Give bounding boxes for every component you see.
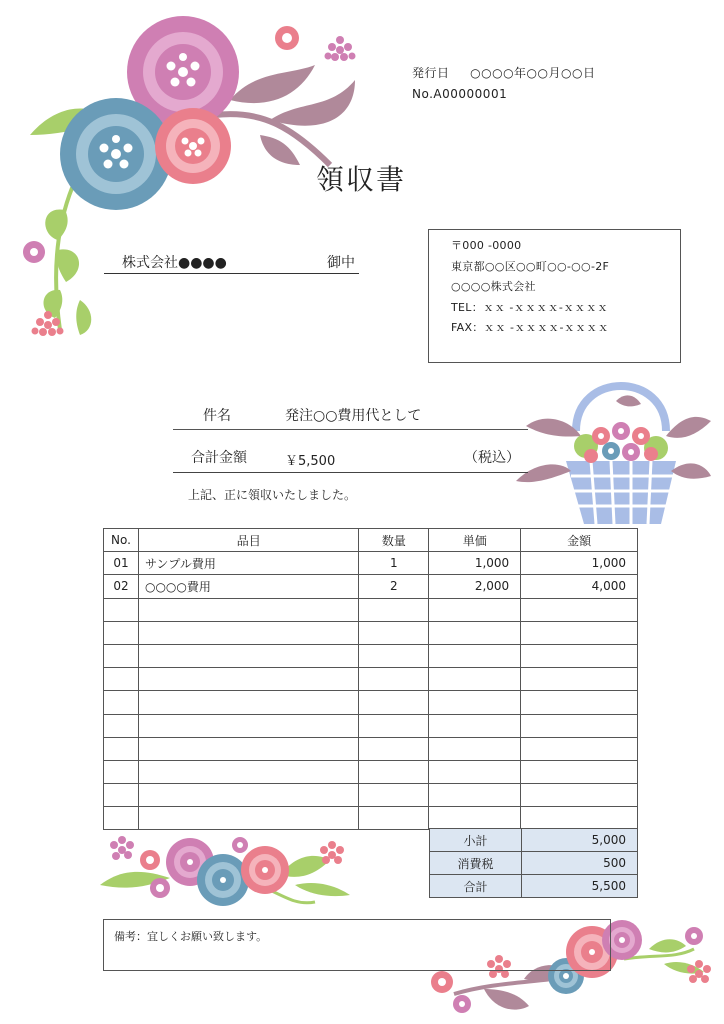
table-row-empty	[104, 737, 638, 760]
table-row-empty	[104, 668, 638, 691]
header-no: No.	[104, 529, 139, 552]
table-row-empty	[104, 714, 638, 737]
table-row-empty	[104, 807, 638, 830]
issuer-address: 東京都○○区○○町○○-○○-2F	[451, 259, 610, 273]
tax-value: 500	[522, 852, 638, 875]
total-amount-row	[173, 443, 528, 473]
issuer-info-box	[428, 229, 681, 363]
row-qty: 1	[359, 552, 429, 575]
subject-value: 発注○○費用代として	[285, 408, 422, 424]
issuer-fax: FAX：ｘｘ -ｘｘｘｘ-ｘｘｘｘ	[451, 321, 609, 334]
items-table	[103, 528, 638, 830]
table-row-empty	[104, 784, 638, 807]
row-unit-price: 2,000	[429, 575, 521, 598]
row-item: ○○○○費用	[138, 575, 358, 598]
issue-date-value: ○○○○年○○月○○日	[470, 66, 596, 80]
subtotal-row	[430, 829, 638, 852]
receipt-confirmation: 上記、正に領収いたしました。	[188, 488, 357, 502]
header-item: 品目	[138, 529, 358, 552]
row-amount: 4,000	[521, 575, 638, 598]
remarks-text: 備考：宜しくお願い致します。	[114, 930, 268, 943]
client-name: 株式会社●●●●	[122, 255, 227, 271]
receipt-number: No.A00000001	[412, 87, 508, 101]
row-item: サンプル費用	[138, 552, 358, 575]
tax-label: 消費税	[430, 852, 522, 875]
table-row-empty	[104, 644, 638, 667]
subtotal-value: 5,000	[522, 829, 638, 852]
items-table-header	[104, 529, 638, 552]
header-unit-price: 単価	[429, 529, 521, 552]
table-row	[104, 552, 638, 575]
header-qty: 数量	[359, 529, 429, 552]
table-row-empty	[104, 691, 638, 714]
table-row	[104, 575, 638, 598]
total-amount-value: ￥5,500	[285, 454, 336, 469]
header-amount: 金額	[521, 529, 638, 552]
document-title: 領収書	[316, 163, 407, 196]
remarks-box	[103, 919, 611, 971]
issuer-tel: TEL：ｘｘ -ｘｘｘｘ-ｘｘｘｘ	[451, 300, 609, 314]
row-no: 02	[104, 575, 139, 598]
total-amount-label: 合計金額	[191, 450, 247, 466]
row-unit-price: 1,000	[429, 552, 521, 575]
client-honorific: 御中	[327, 255, 355, 271]
tax-row	[430, 852, 638, 875]
row-no: 01	[104, 552, 139, 575]
issuer-postal-code: 〒000 -0000	[451, 239, 522, 252]
table-row-empty	[104, 621, 638, 644]
grand-total-label: 合計	[430, 875, 522, 898]
issuer-company: ○○○○株式会社	[451, 280, 536, 293]
row-amount: 1,000	[521, 552, 638, 575]
issue-date-label: 発行日	[412, 66, 450, 80]
issue-date-row	[412, 64, 595, 81]
row-qty: 2	[359, 575, 429, 598]
tax-included-note: （税込）	[464, 450, 520, 466]
client-name-line	[104, 250, 359, 274]
flower-basket-decoration	[516, 376, 716, 526]
table-row-empty	[104, 598, 638, 621]
subject-label: 件名	[203, 408, 231, 424]
table-row-empty	[104, 760, 638, 783]
subtotal-label: 小計	[430, 829, 522, 852]
flower-decoration-bottom-left	[100, 830, 370, 910]
subject-row	[173, 400, 528, 430]
grand-total-value: 5,500	[522, 875, 638, 898]
totals-table	[429, 828, 638, 898]
grand-total-row	[430, 875, 638, 898]
